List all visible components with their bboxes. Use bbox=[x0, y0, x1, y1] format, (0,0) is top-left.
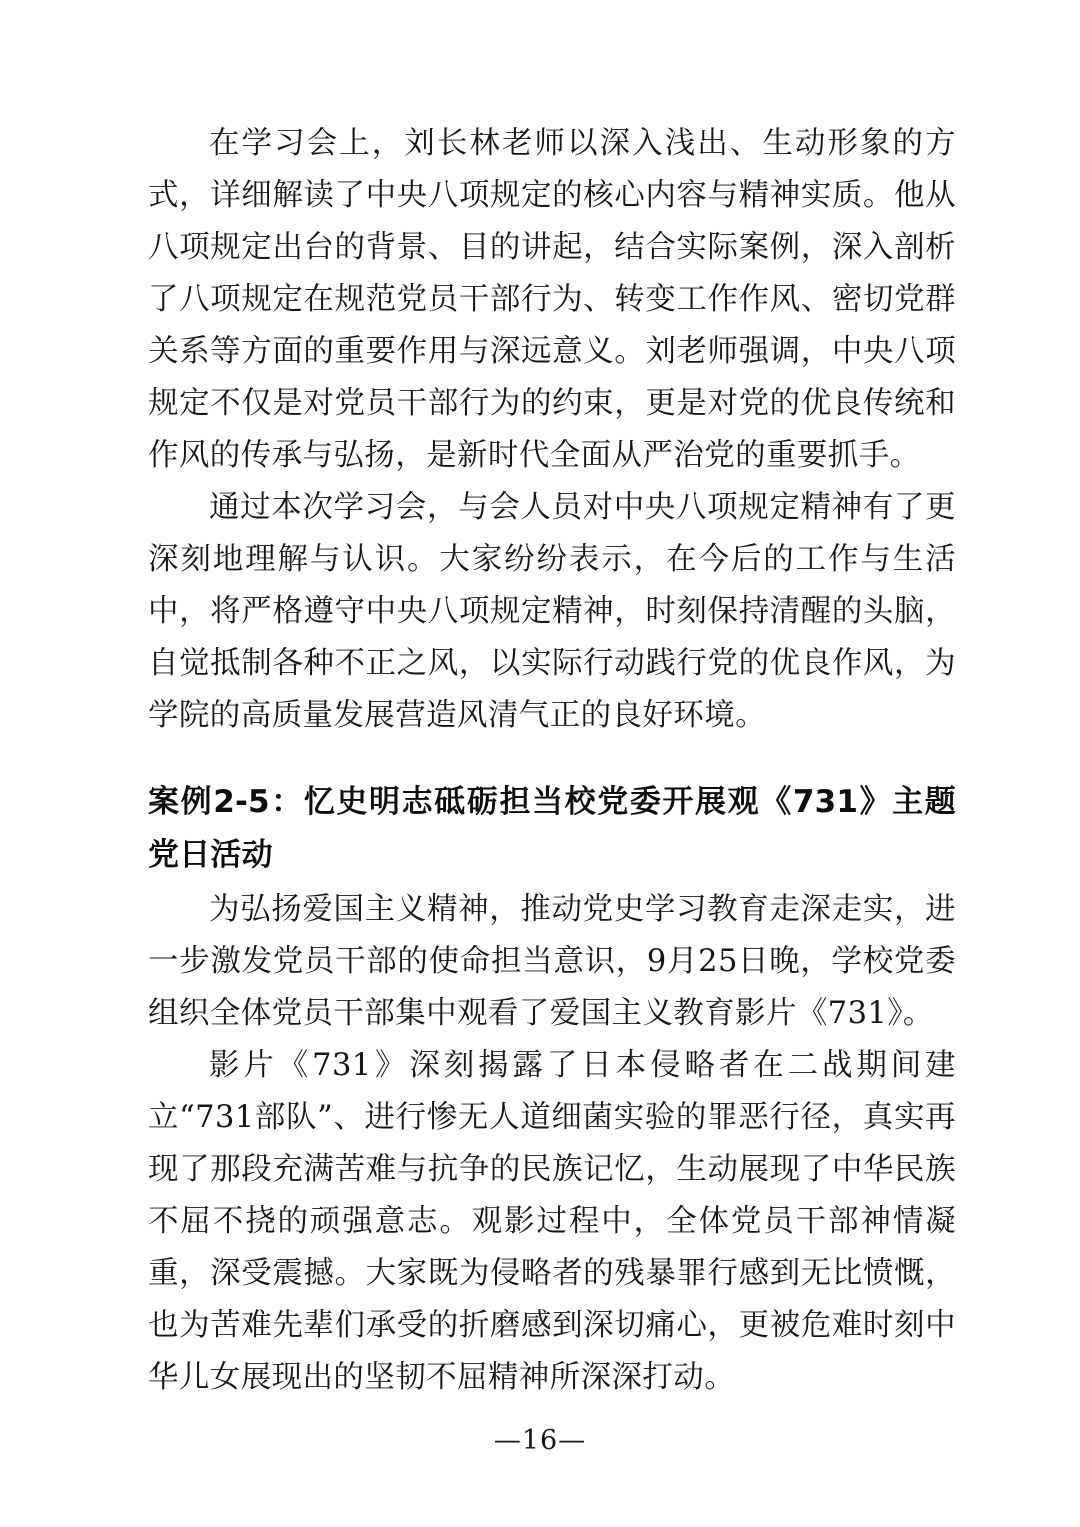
paragraph-outcome: 通过本次学习会，与会人员对中央八项规定精神有了更深刻地理解与认识。大家纷纷表示，在今后的工作与生活中，将严格遵守中央八项规定精神，时刻保持清醒的头脑，自觉抵制各种不正之风，以实际行动践行党的优良作风，为学院的高质量发展营造风清气正的良好环境。 bbox=[148, 490, 956, 733]
section-heading-case-2-5: 案例2-5：忆史明志砥砺担当校党委开展观《731》主题党日活动 bbox=[148, 784, 956, 873]
paragraph-film-content: 影片《731》深刻揭露了日本侵略者在二战期间建立“731部队”、进行惨无人道细菌实验的罪恶行径，真实再现了那段充满苦难与抗争的民族记忆，生动展现了中华民族不屈不挠的顽强意志。观影过程中，全体党员干部神情凝重，深受震撼。大家既为侵略者的残暴罪行感到无比愤慨，也为苦难先辈们承受的折磨感到深切痛心，更被危难时刻中华儿女展现出的坚韧不屈精神所深深打动。 bbox=[148, 1048, 956, 1395]
paragraph-study-session: 在学习会上，刘长林老师以深入浅出、生动形象的方式，详细解读了中央八项规定的核心内容与精神实质。他从八项规定出台的背景、目的讲起，结合实际案例，深入剖析了八项规定在规范党员干部行为、转变工作作风、密切党群关系等方面的重要作用与深远意义。刘老师强调，中央八项规定不仅是对党员干部行为的约束，更是对党的优良传统和作风的传承与弘扬，是新时代全面从严治党的重要抓手。 bbox=[148, 126, 956, 473]
paragraph-film-background: 为弘扬爱国主义精神，推动党史学习教育走深走实，进一步激发党员干部的使命担当意识，9月25日晚，学校党委组织全体党员干部集中观看了爱国主义教育影片《731》。 bbox=[148, 892, 956, 1031]
page-number: —16— bbox=[493, 1425, 587, 1456]
page-content bbox=[148, 118, 956, 1404]
